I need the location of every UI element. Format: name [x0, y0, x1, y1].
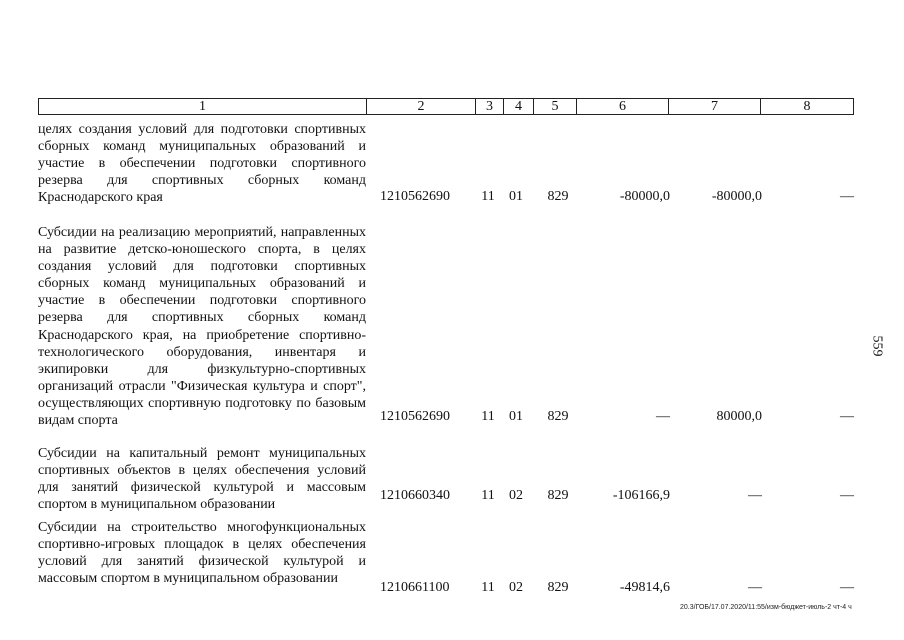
row-subsection: 02 [509, 488, 523, 503]
table-header [38, 98, 854, 115]
header-col-7: 7 [669, 99, 761, 114]
row-subsection: 01 [509, 189, 523, 204]
table-row [38, 224, 858, 430]
row-description: Субсидии на строительство многофункциональных спортивно-игровых площадок в целях обеспечения условий для занятий физической культурой и массовым спортом в муниципальном образовании [38, 520, 366, 587]
header-col-4: 4 [504, 99, 534, 114]
row-amount-6: -49814,6 [619, 580, 670, 595]
row-amount-6: — [656, 409, 670, 424]
table-row [38, 445, 858, 513]
row-amount-8: — [840, 189, 854, 204]
row-expense-type: 829 [547, 189, 569, 204]
row-description: Субсидии на капитальный ремонт муниципальных спортивных объектов в целях обеспечения условий для занятий физической культурой и массовым спортом в муниципальном образовании [38, 446, 366, 513]
row-amount-7: — [748, 488, 762, 503]
row-expense-type: 829 [547, 488, 569, 503]
row-code: 1210562690 [380, 189, 450, 204]
row-amount-7: 80000,0 [716, 409, 762, 424]
row-amount-7: — [748, 580, 762, 595]
row-amount-6: -106166,9 [612, 488, 670, 503]
row-subsection: 01 [509, 409, 523, 424]
header-col-8: 8 [803, 99, 811, 114]
header-col-2: 2 [367, 99, 476, 114]
row-amount-7: -80000,0 [711, 189, 762, 204]
table-row [38, 121, 858, 207]
row-expense-type: 829 [547, 580, 569, 595]
row-code: 1210660340 [380, 488, 450, 503]
row-code: 1210661100 [380, 580, 450, 595]
document-footer: 20.3/ГОБ/17.07.2020/11:55/изм-бюджет-июль-2 чт-4 ч [680, 604, 852, 611]
row-amount-8: — [840, 409, 854, 424]
row-section: 11 [481, 189, 495, 204]
header-col-6: 6 [577, 99, 669, 114]
row-amount-6: -80000,0 [619, 189, 670, 204]
row-amount-8: — [840, 488, 854, 503]
row-section: 11 [481, 409, 495, 424]
row-expense-type: 829 [547, 409, 569, 424]
header-col-5: 5 [534, 99, 577, 114]
header-col-3: 3 [476, 99, 504, 114]
page-number: 559 [869, 335, 885, 357]
row-description: целях создания условий для подготовки спортивных сборных команд муниципальных образований и участие в обеспечении подготовки спортивного резерва для спортивных сборных команд Краснодарского края [38, 122, 366, 206]
row-section: 11 [481, 580, 495, 595]
row-section: 11 [481, 488, 495, 503]
table-row [38, 519, 858, 601]
row-code: 1210562690 [380, 409, 450, 424]
row-amount-8: — [840, 580, 854, 595]
header-col-1: 1 [39, 99, 367, 114]
row-subsection: 02 [509, 580, 523, 595]
row-description: Субсидии на реализацию мероприятий, направленных на развитие детско-юношеского спорта, в целях создания условий для подготовки спортивных сборных команд муниципальных образований и участие в обеспечении подготовки спортивного резерва для спортивных сборных команд Краснодарского края, на приобретение спортивно-технологического оборудования, инвентаря и экипировки для физкультурно-спортивных организаций отрасли "Физическая культура и спорт", осуществляющих спортивную подготовку по базовым видам спорта [38, 225, 366, 429]
